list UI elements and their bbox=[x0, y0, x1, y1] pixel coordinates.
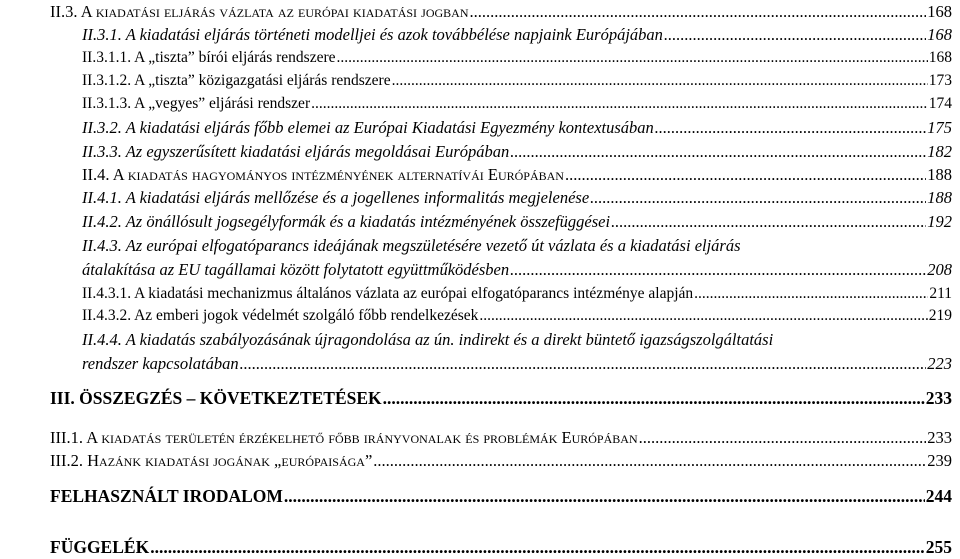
toc-entry-ii-4-1[interactable] bbox=[82, 188, 952, 208]
toc-entry-page: 175 bbox=[927, 118, 952, 137]
leader-dots bbox=[373, 451, 926, 471]
leader-dots bbox=[284, 486, 925, 507]
toc-entry-ii-4-3[interactable] bbox=[82, 260, 952, 280]
leader-dots bbox=[510, 142, 926, 162]
toc-entry-ii-4-2[interactable] bbox=[82, 212, 952, 232]
toc-entry-ii-4-4[interactable] bbox=[82, 354, 952, 374]
toc-entry-page: 192 bbox=[927, 212, 952, 231]
toc-entry-label: II.4.1. A kiadatási eljárás mellőzése és a jogellenes informalitás megjelenése bbox=[82, 188, 590, 207]
toc-entry-label: II.4. A kiadatás hagyományos intézményének alternatívái Európában bbox=[82, 165, 564, 184]
toc-entry-page: 168 bbox=[927, 2, 952, 21]
leader-dots bbox=[694, 285, 928, 303]
toc-entry-page: 174 bbox=[928, 95, 952, 112]
leader-dots bbox=[240, 354, 927, 374]
toc-entry-ii-4-4-line1[interactable]: II.4.4. A kiadatás szabályozásának újragondolása az ún. indirekt és a direkt büntető igazságszolgáltatási bbox=[82, 330, 774, 349]
toc-entry-label: III.2. Hazánk kiadatási jogának „európaisága” bbox=[50, 451, 373, 470]
toc-entry-ii-3-3[interactable] bbox=[82, 142, 952, 162]
toc-entry-label: II.3.1. A kiadatási eljárás történeti modelljei és azok továbbélése napjaink Európájában bbox=[82, 25, 663, 44]
toc-entry-label: rendszer kapcsolatában bbox=[82, 354, 239, 373]
toc-entry-page: 239 bbox=[927, 451, 952, 470]
toc-entry-label: II.3.2. A kiadatási eljárás főbb elemei az Európai Kiadatási Egyezmény kontextusában bbox=[82, 118, 654, 137]
leader-dots bbox=[470, 2, 927, 22]
toc-entry-ii-3-1-1[interactable] bbox=[82, 49, 952, 67]
toc-entry-ii-4-3-1[interactable] bbox=[82, 285, 952, 303]
toc-entry-label: II.3.1.2. A „tiszta” közigazgatási eljárás rendszere bbox=[82, 72, 391, 89]
toc-entry-page: 219 bbox=[928, 307, 952, 324]
toc-entry-page: 244 bbox=[925, 486, 952, 506]
toc-entry-iii-1[interactable] bbox=[50, 428, 952, 448]
toc-entry-felhasznalt-irodalom[interactable] bbox=[50, 486, 952, 507]
leader-dots bbox=[655, 118, 926, 138]
leader-dots bbox=[383, 388, 925, 409]
toc-entry-page: 173 bbox=[928, 72, 952, 89]
toc-entry-ii-3-1-2[interactable] bbox=[82, 72, 952, 90]
toc-entry-label: átalakítása az EU tagállamai között folytatott együttműködésben bbox=[82, 260, 510, 279]
leader-dots bbox=[565, 165, 926, 185]
toc-entry-page: 168 bbox=[928, 49, 952, 66]
toc-entry-label: II.4.3.1. A kiadatási mechanizmus általános vázlata az európai elfogatóparancs intézménye alapján bbox=[82, 285, 694, 302]
toc-entry-ii-3-2[interactable] bbox=[82, 118, 952, 138]
toc-entry-ii-4[interactable] bbox=[82, 165, 952, 185]
toc-entry-page: 188 bbox=[927, 188, 952, 207]
toc-entry-page: 188 bbox=[927, 165, 952, 184]
toc-entry-page: 211 bbox=[929, 285, 952, 302]
toc-entry-label: FELHASZNÁLT IRODALOM bbox=[50, 486, 283, 506]
toc-entry-label: III. ÖSSZEGZÉS – KÖVETKEZTETÉSEK bbox=[50, 388, 382, 408]
leader-dots bbox=[590, 188, 926, 208]
toc-entry-page: 233 bbox=[927, 428, 952, 447]
toc-entry-page: 168 bbox=[927, 25, 952, 44]
toc-entry-iii-2[interactable] bbox=[50, 451, 952, 471]
toc-entry-ii-3[interactable] bbox=[50, 2, 952, 22]
toc-entry-label: FÜGGELÉK bbox=[50, 537, 150, 557]
toc-entry-page: 255 bbox=[925, 537, 952, 557]
toc-entry-page: 208 bbox=[927, 260, 952, 279]
toc-entry-label: II.4.2. Az önállósult jogsegélyformák és a kiadatás intézményének összefüggései bbox=[82, 212, 611, 231]
leader-dots bbox=[611, 212, 926, 232]
toc-entry-ii-4-3-line1[interactable]: II.4.3. Az európai elfogatóparancs ideájának megszületésére vezető út vázlata és a kiadatási eljárás bbox=[82, 236, 741, 255]
toc-entry-page: 233 bbox=[925, 388, 952, 408]
leader-dots bbox=[479, 307, 927, 325]
leader-dots bbox=[392, 72, 928, 90]
toc-entry-ii-3-1[interactable] bbox=[82, 25, 952, 45]
leader-dots bbox=[311, 95, 928, 113]
toc-entry-label: III.1. A kiadatás területén érzékelhető főbb irányvonalak és problémák Európában bbox=[50, 428, 638, 447]
toc-entry-label: II.3.1.3. A „vegyes” eljárási rendszer bbox=[82, 95, 311, 112]
toc-entry-ii-4-3-2[interactable] bbox=[82, 307, 952, 325]
leader-dots bbox=[510, 260, 926, 280]
toc-entry-page: 223 bbox=[927, 354, 952, 373]
leader-dots bbox=[639, 428, 927, 448]
toc-entry-label: II.3. A kiadatási eljárás vázlata az európai kiadatási jogban bbox=[50, 2, 469, 21]
leader-dots bbox=[150, 537, 925, 558]
toc-entry-ii-3-1-3[interactable] bbox=[82, 95, 952, 113]
toc-entry-label: II.3.3. Az egyszerűsített kiadatási eljárás megoldásai Európában bbox=[82, 142, 510, 161]
toc-entry-label: II.4.3.2. Az emberi jogok védelmét szolgáló főbb rendelkezések bbox=[82, 307, 479, 324]
leader-dots bbox=[337, 49, 928, 67]
toc-entry-label: II.3.1.1. A „tiszta” bírói eljárás rendszere bbox=[82, 49, 336, 66]
toc-entry-fuggelek[interactable] bbox=[50, 537, 952, 558]
toc-entry-page: 182 bbox=[927, 142, 952, 161]
leader-dots bbox=[664, 25, 926, 45]
toc-entry-iii[interactable] bbox=[50, 388, 952, 409]
